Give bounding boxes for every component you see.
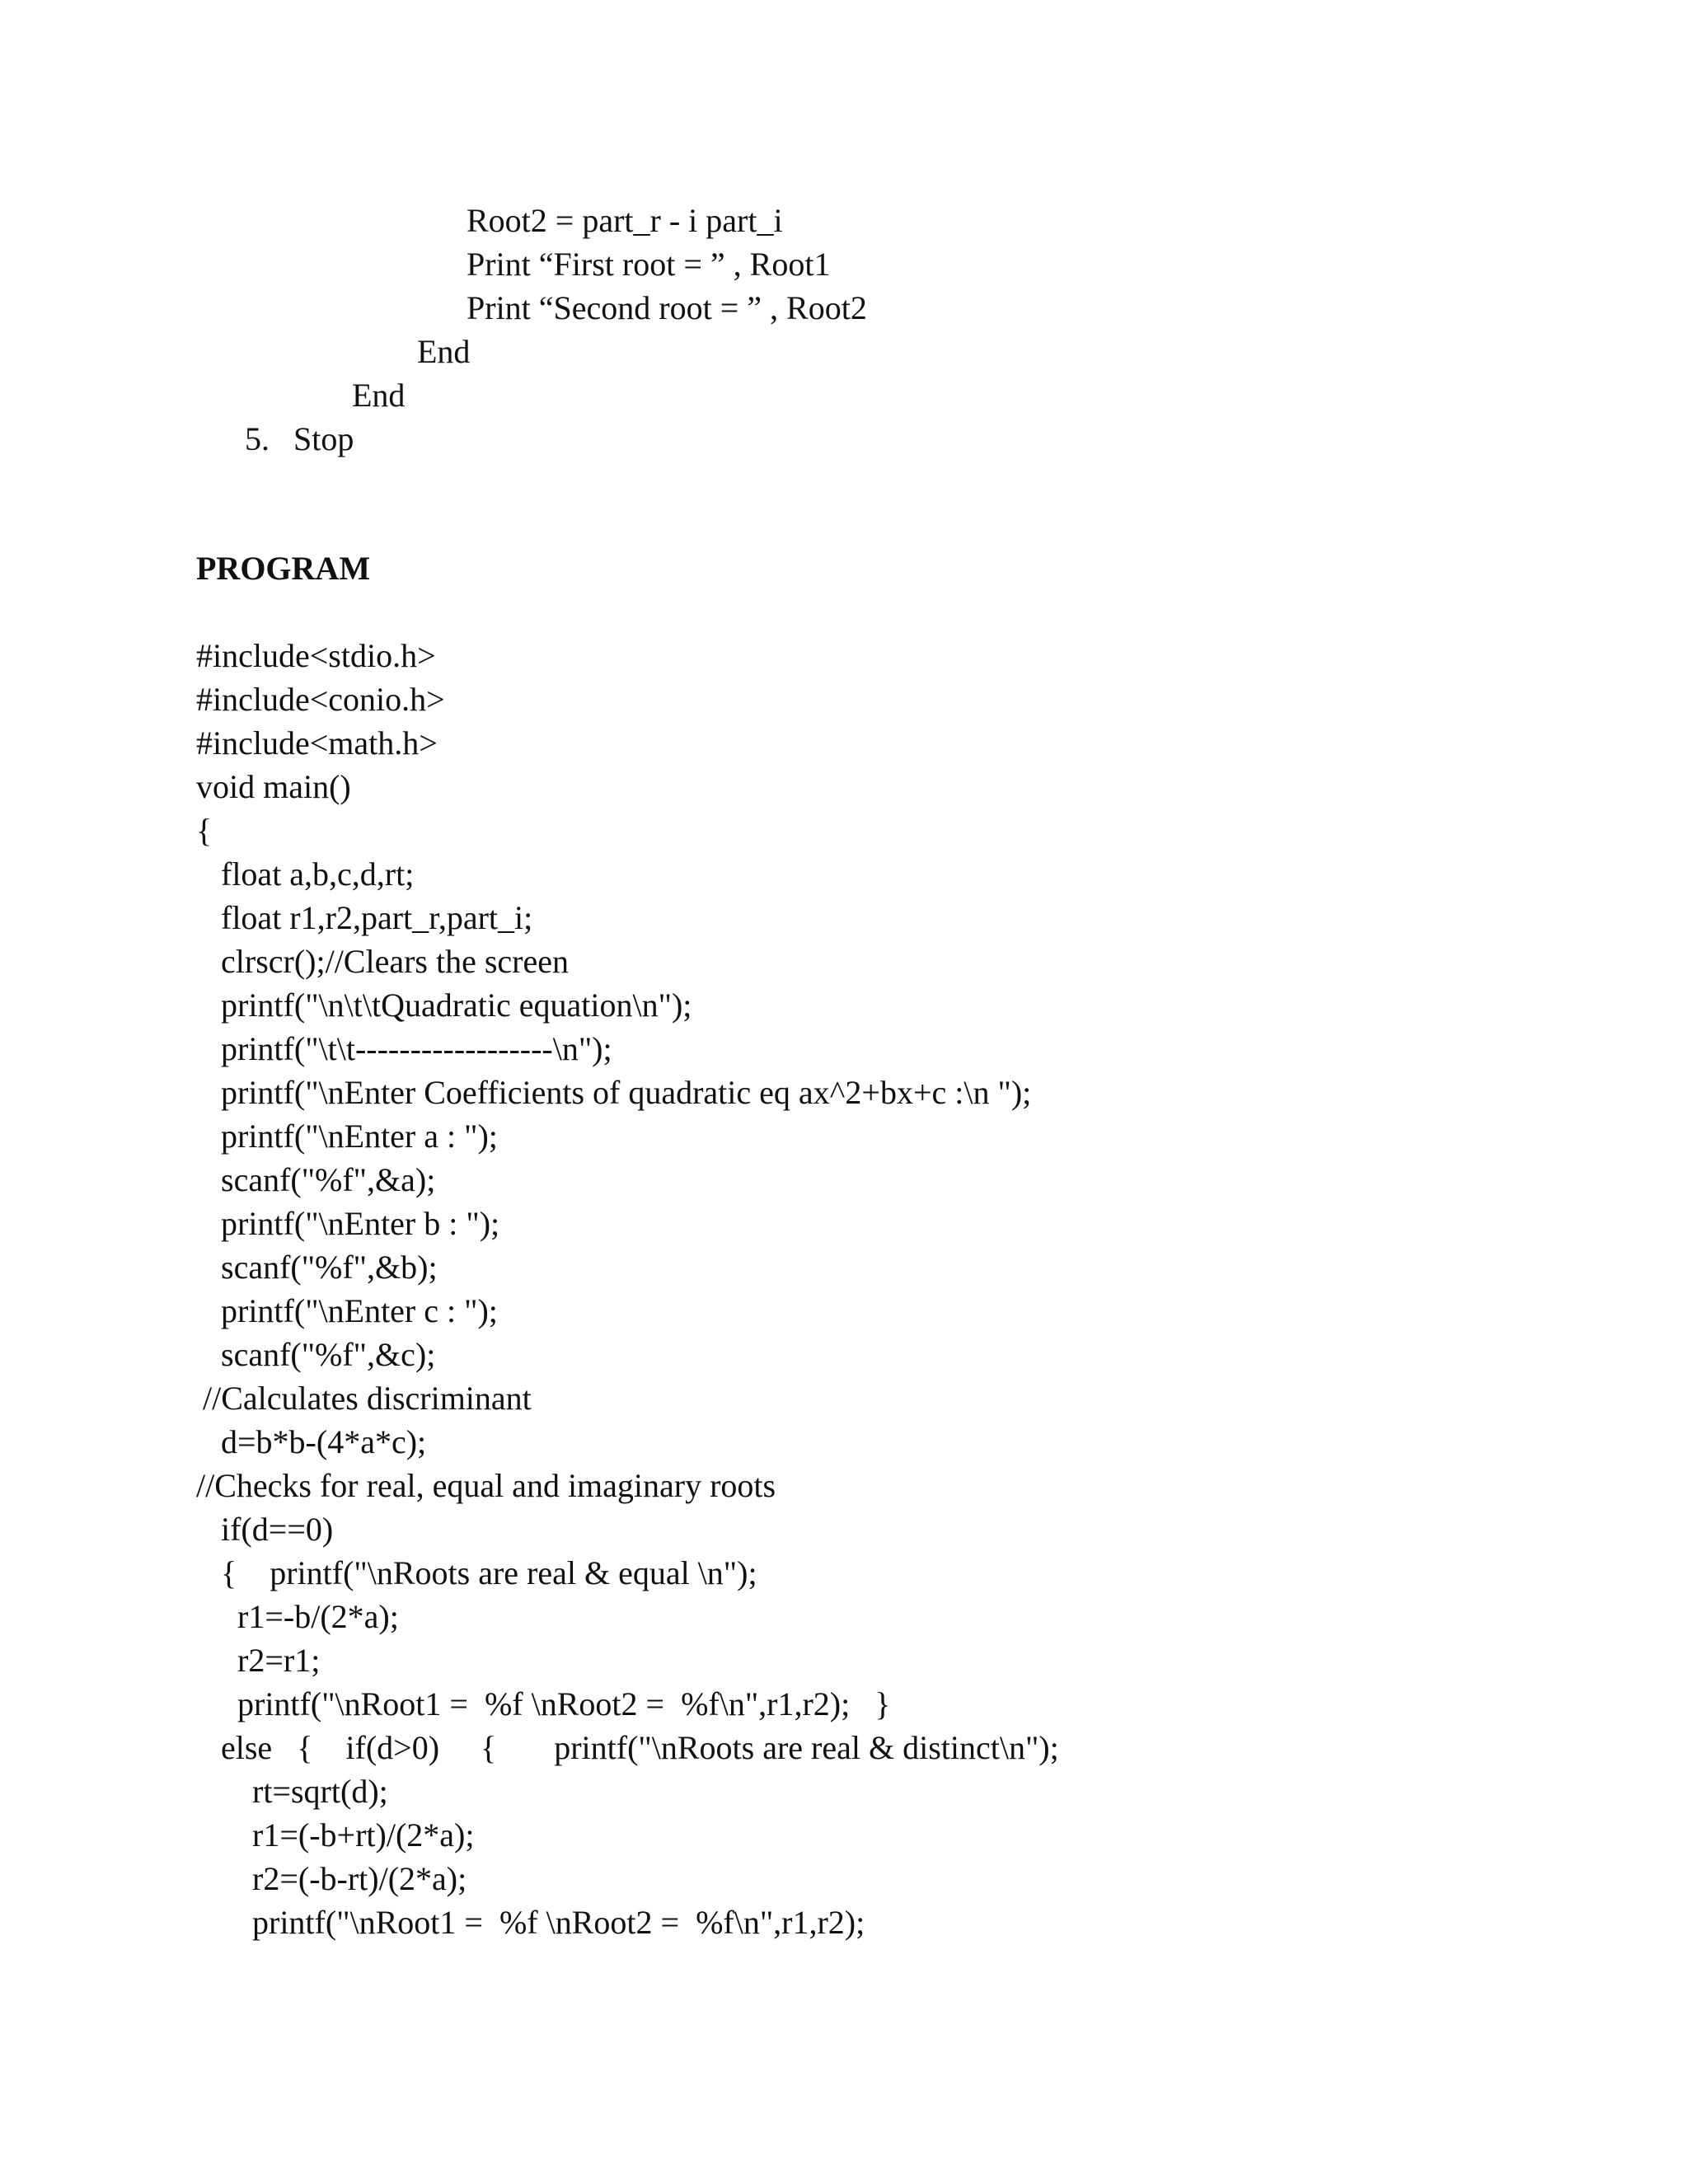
code-line: printf("\nEnter b : "); [221, 1205, 500, 1242]
algorithm-step-stop: Stop [293, 420, 354, 457]
code-line: d=b*b-(4*a*c); [221, 1423, 427, 1460]
code-line: float a,b,c,d,rt; [221, 855, 415, 893]
code-line: printf("\nEnter a : "); [221, 1118, 498, 1155]
algorithm-print-second-root: Print “Second root = ” , Root2 [467, 289, 867, 326]
code-line: printf("\n\t\tQuadratic equation\n"); [221, 987, 692, 1024]
code-line: { printf("\nRoots are real & equal \n"); [221, 1554, 757, 1591]
algorithm-end-outer: End [352, 377, 406, 414]
code-comment: //Calculates discriminant [203, 1380, 532, 1417]
code-line: r1=(-b+rt)/(2*a); [252, 1816, 475, 1854]
code-comment: //Checks for real, equal and imaginary roots [196, 1467, 776, 1504]
code-line: printf("\nRoot1 = %f \nRoot2 = %f\n",r1,r2); [252, 1904, 865, 1941]
code-line: r2=(-b-rt)/(2*a); [252, 1860, 467, 1897]
program-heading: PROGRAM [196, 550, 371, 587]
code-line: void main() [196, 768, 351, 805]
code-line: printf("\t\t------------------\n"); [221, 1030, 612, 1067]
code-line: r1=-b/(2*a); [237, 1598, 399, 1635]
code-line: rt=sqrt(d); [252, 1773, 388, 1810]
code-line: #include<stdio.h> [196, 637, 436, 674]
code-line: clrscr();//Clears the screen [221, 943, 570, 980]
algorithm-end-inner: End [417, 333, 471, 370]
code-line: #include<math.h> [196, 724, 438, 762]
code-line: { [196, 812, 213, 849]
algorithm-root2-line: Root2 = part_r - i part_i [467, 202, 783, 239]
algorithm-print-first-root: Print “First root = ” , Root1 [467, 246, 831, 283]
code-line: #include<conio.h> [196, 681, 445, 718]
code-line: else { if(d>0) { printf("\nRoots are real & distinct\n"); [221, 1729, 1059, 1766]
code-line: scanf("%f",&b); [221, 1249, 438, 1286]
code-line: float r1,r2,part_r,part_i; [221, 899, 533, 936]
code-line: if(d==0) [221, 1511, 334, 1548]
code-line: printf("\nEnter Coefficients of quadratic eq ax^2+bx+c :\n "); [221, 1074, 1032, 1111]
code-line: r2=r1; [237, 1642, 321, 1679]
code-line: scanf("%f",&c); [221, 1336, 436, 1373]
code-line: scanf("%f",&a); [221, 1161, 436, 1198]
code-line: printf("\nRoot1 = %f \nRoot2 = %f\n",r1,r2); } [237, 1685, 891, 1722]
algorithm-step-number: 5. [245, 420, 270, 457]
code-line: printf("\nEnter c : "); [221, 1292, 498, 1329]
